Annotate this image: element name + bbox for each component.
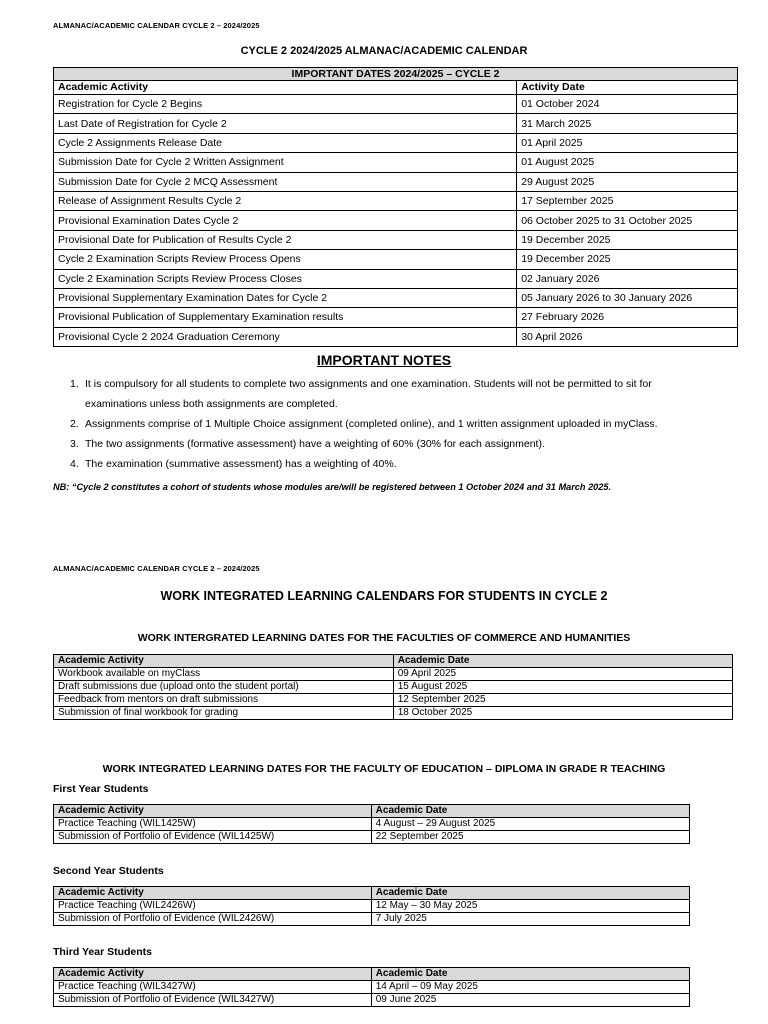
table-header-row	[54, 887, 690, 900]
date-cell: 14 April – 09 May 2025	[371, 981, 689, 994]
activity-cell: Submission Date for Cycle 2 MCQ Assessment	[54, 172, 517, 191]
note-number: 4.	[70, 458, 79, 470]
table-row	[54, 211, 738, 230]
date-cell: 22 September 2025	[371, 831, 689, 844]
table-caption: IMPORTANT DATES 2024/2025 – CYCLE 2	[54, 68, 738, 81]
column-header-activity: Academic Activity	[54, 805, 372, 818]
note-text: The examination (summative assessment) has a weighting of 40%.	[85, 458, 397, 470]
table-row	[54, 913, 690, 926]
notes-list	[70, 374, 710, 474]
table-row	[54, 308, 738, 327]
activity-cell: Workbook available on myClass	[54, 668, 394, 681]
table-row	[54, 230, 738, 249]
column-header-activity: Academic Activity	[54, 81, 517, 95]
table-header-row	[54, 655, 733, 668]
table-row	[54, 694, 733, 707]
activity-cell: Cycle 2 Examination Scripts Review Process Closes	[54, 269, 517, 288]
table-row	[54, 250, 738, 269]
note-number: 2.	[70, 418, 79, 430]
date-cell: 15 August 2025	[393, 681, 732, 694]
activity-cell: Practice Teaching (WIL3427W)	[54, 981, 372, 994]
table-row	[54, 668, 733, 681]
table-header-row	[54, 968, 690, 981]
activity-cell: Provisional Date for Publication of Results Cycle 2	[54, 230, 517, 249]
table-row	[54, 114, 738, 133]
column-header-date: Academic Date	[371, 887, 689, 900]
table-row	[54, 172, 738, 191]
column-header-activity: Academic Activity	[54, 655, 394, 668]
column-header-date: Academic Date	[371, 805, 689, 818]
column-header-date: Academic Date	[371, 968, 689, 981]
table-row	[54, 831, 690, 844]
table-row	[54, 981, 690, 994]
activity-cell: Draft submissions due (upload onto the student portal)	[54, 681, 394, 694]
activity-cell: Submission of Portfolio of Evidence (WIL1425W)	[54, 831, 372, 844]
date-cell: 19 December 2025	[517, 230, 738, 249]
wil-title: WORK INTEGRATED LEARNING CALENDARS FOR STUDENTS IN CYCLE 2	[160, 589, 608, 603]
third-year-label: Third Year Students	[53, 946, 152, 958]
table-row	[54, 288, 738, 307]
date-cell: 30 April 2026	[517, 327, 738, 346]
activity-cell: Release of Assignment Results Cycle 2	[54, 191, 517, 210]
column-header-date: Activity Date	[517, 81, 738, 95]
notes-title: IMPORTANT NOTES	[316, 352, 452, 368]
date-cell: 7 July 2025	[371, 913, 689, 926]
note-text: It is compulsory for all students to complete two assignments and one examination. Students will not be permitted to sit for examinations unless both assignments are completed.	[85, 378, 652, 410]
list-item	[70, 434, 710, 454]
date-cell: 4 August – 29 August 2025	[371, 818, 689, 831]
date-cell: 19 December 2025	[517, 250, 738, 269]
date-cell: 29 August 2025	[517, 172, 738, 191]
activity-cell: Submission of Portfolio of Evidence (WIL3427W)	[54, 994, 372, 1007]
table-row	[54, 681, 733, 694]
date-cell: 01 October 2024	[517, 95, 738, 114]
date-cell: 17 September 2025	[517, 191, 738, 210]
table-row	[54, 269, 738, 288]
date-cell: 01 August 2025	[517, 153, 738, 172]
table-row	[54, 133, 738, 152]
activity-cell: Practice Teaching (WIL1425W)	[54, 818, 372, 831]
nb-note: NB: “Cycle 2 constitutes a cohort of students whose modules are/will be registered between 1 October 2024 and 31 March 2025.	[53, 482, 612, 492]
date-cell: 09 April 2025	[393, 668, 732, 681]
column-header-date: Academic Date	[393, 655, 732, 668]
list-item	[70, 414, 710, 434]
activity-cell: Cycle 2 Assignments Release Date	[54, 133, 517, 152]
activity-cell: Practice Teaching (WIL2426W)	[54, 900, 372, 913]
first-year-table	[53, 804, 690, 844]
date-cell: 06 October 2025 to 31 October 2025	[517, 211, 738, 230]
note-text: Assignments comprise of 1 Multiple Choice assignment (completed online), and 1 written assignment uploaded in myClass.	[85, 418, 658, 430]
activity-cell: Provisional Cycle 2 2024 Graduation Ceremony	[54, 327, 517, 346]
first-year-label: First Year Students	[53, 783, 149, 795]
table-row	[54, 153, 738, 172]
table-row	[54, 327, 738, 346]
column-header-activity: Academic Activity	[54, 887, 372, 900]
table-caption-row	[54, 68, 738, 81]
third-year-table	[53, 967, 690, 1007]
activity-cell: Submission of final workbook for grading	[54, 707, 394, 720]
second-year-table	[53, 886, 690, 926]
table-row	[54, 95, 738, 114]
note-number: 1.	[70, 378, 79, 390]
date-cell: 12 May – 30 May 2025	[371, 900, 689, 913]
date-cell: 05 January 2026 to 30 January 2026	[517, 288, 738, 307]
activity-cell: Submission Date for Cycle 2 Written Assignment	[54, 153, 517, 172]
table-row	[54, 818, 690, 831]
note-text: The two assignments (formative assessment) have a weighting of 60% (30% for each assignment).	[85, 438, 545, 450]
column-header-activity: Academic Activity	[54, 968, 372, 981]
table-row	[54, 707, 733, 720]
page-header: ALMANAC/ACADEMIC CALENDAR CYCLE 2 – 2024/2025	[53, 564, 260, 573]
date-cell: 09 June 2025	[371, 994, 689, 1007]
date-cell: 31 March 2025	[517, 114, 738, 133]
date-cell: 27 February 2026	[517, 308, 738, 327]
activity-cell: Provisional Supplementary Examination Dates for Cycle 2	[54, 288, 517, 307]
activity-cell: Provisional Publication of Supplementary Examination results	[54, 308, 517, 327]
date-cell: 01 April 2025	[517, 133, 738, 152]
list-item	[70, 374, 710, 414]
list-item	[70, 454, 710, 474]
date-cell: 18 October 2025	[393, 707, 732, 720]
important-dates-table	[53, 67, 738, 347]
education-section-title: WORK INTEGRATED LEARNING DATES FOR THE FACULTY OF EDUCATION – DIPLOMA IN GRADE R TEACHING	[102, 763, 666, 775]
table-header-row	[54, 805, 690, 818]
date-cell: 12 September 2025	[393, 694, 732, 707]
activity-cell: Cycle 2 Examination Scripts Review Process Opens	[54, 250, 517, 269]
date-cell: 02 January 2026	[517, 269, 738, 288]
second-year-label: Second Year Students	[53, 865, 164, 877]
page-title: CYCLE 2 2024/2025 ALMANAC/ACADEMIC CALENDAR	[240, 45, 528, 57]
table-row	[54, 191, 738, 210]
note-number: 3.	[70, 438, 79, 450]
activity-cell: Provisional Examination Dates Cycle 2	[54, 211, 517, 230]
table-header-row	[54, 81, 738, 95]
commerce-section-title: WORK INTERGRATED LEARNING DATES FOR THE FACULTIES OF COMMERCE AND HUMANITIES	[137, 632, 631, 644]
table-row	[54, 994, 690, 1007]
activity-cell: Registration for Cycle 2 Begins	[54, 95, 517, 114]
activity-cell: Feedback from mentors on draft submissions	[54, 694, 394, 707]
page-header: ALMANAC/ACADEMIC CALENDAR CYCLE 2 – 2024/2025	[53, 21, 260, 30]
activity-cell: Last Date of Registration for Cycle 2	[54, 114, 517, 133]
activity-cell: Submission of Portfolio of Evidence (WIL2426W)	[54, 913, 372, 926]
commerce-wil-table	[53, 654, 733, 720]
table-row	[54, 900, 690, 913]
